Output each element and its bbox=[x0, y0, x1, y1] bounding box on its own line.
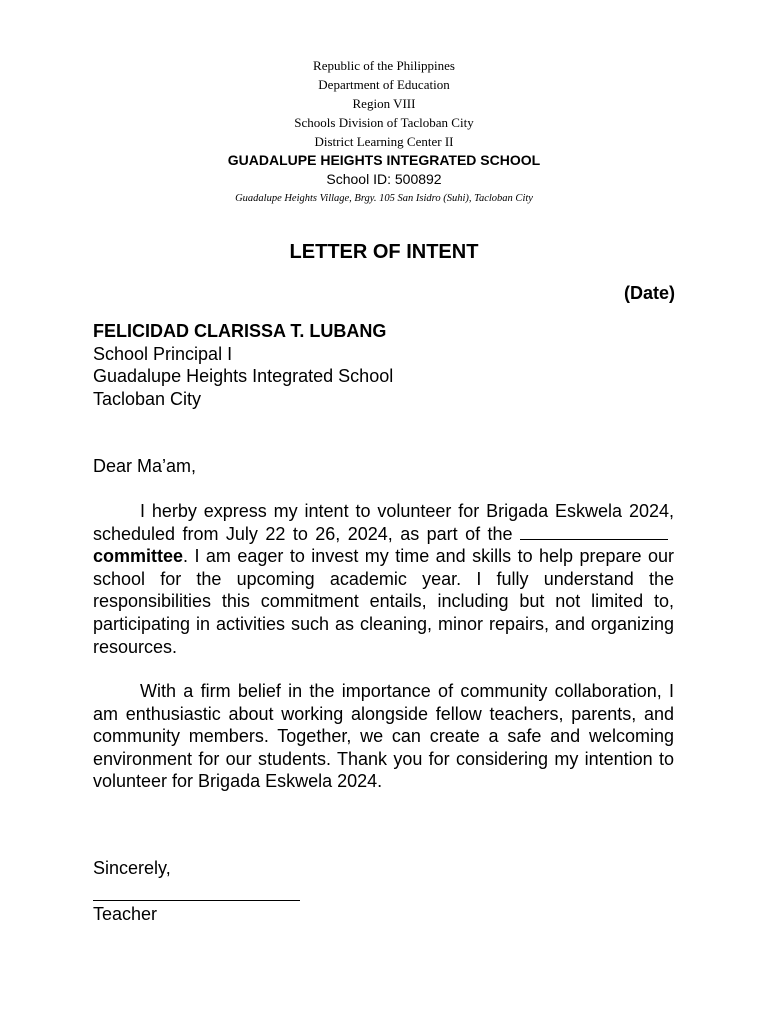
paragraph-1 bbox=[93, 500, 674, 658]
header-division: Schools Division of Tacloban City bbox=[294, 115, 474, 130]
recipient-name: FELICIDAD CLARISSA T. LUBANG bbox=[93, 321, 387, 341]
document-title: LETTER OF INTENT bbox=[289, 241, 479, 263]
recipient-city: Tacloban City bbox=[93, 388, 202, 409]
header-department: Department of Education bbox=[318, 77, 450, 92]
closing: Sincerely, bbox=[93, 858, 171, 878]
committee-blank-line bbox=[520, 525, 668, 540]
letter-date: (Date) bbox=[623, 283, 675, 303]
recipient-school: Guadalupe Heights Integrated School bbox=[93, 366, 394, 387]
recipient-block bbox=[93, 320, 674, 410]
signature-line bbox=[93, 900, 300, 901]
paragraph-2-text: With a firm belief in the importance of community collaboration, I am enthusiastic about working alongside fellow teachers, parents, and community members. Together, we can create a safe and welcoming environment for our students. Thank you for considering my intention to volunteer for Brigada Eskwela 2024. bbox=[93, 681, 674, 792]
paragraph-2 bbox=[93, 680, 674, 793]
header-school-name: GUADALUPE HEIGHTS INTEGRATED SCHOOL bbox=[227, 152, 541, 168]
header-school-id: School ID: 500892 bbox=[326, 171, 442, 187]
header-address: Guadalupe Heights Village, Brgy. 105 San Isidro (Suhi), Tacloban City bbox=[235, 193, 533, 204]
letterhead bbox=[0, 56, 768, 208]
salutation: Dear Ma’am, bbox=[93, 456, 197, 476]
header-country: Republic of the Philippines bbox=[313, 58, 455, 73]
header-region: Region VIII bbox=[352, 96, 416, 111]
header-district: District Learning Center II bbox=[314, 134, 454, 149]
paragraph-1-rest: . I am eager to invest my time and skills to help prepare our school for the upcoming academic year. I fully understand the responsibilities this commitment entails, including but not limited to, participating in activities such as cleaning, minor repairs, and organizing resources. bbox=[93, 546, 674, 657]
committee-word: committee bbox=[93, 546, 184, 567]
signatory-title: Teacher bbox=[93, 904, 158, 924]
recipient-position: School Principal I bbox=[93, 343, 233, 364]
paragraph-1-intro: I herby express my intent to volunteer for Brigada Eskwela 2024, scheduled from July 22 to 26, 2024, as part of the bbox=[93, 501, 674, 544]
